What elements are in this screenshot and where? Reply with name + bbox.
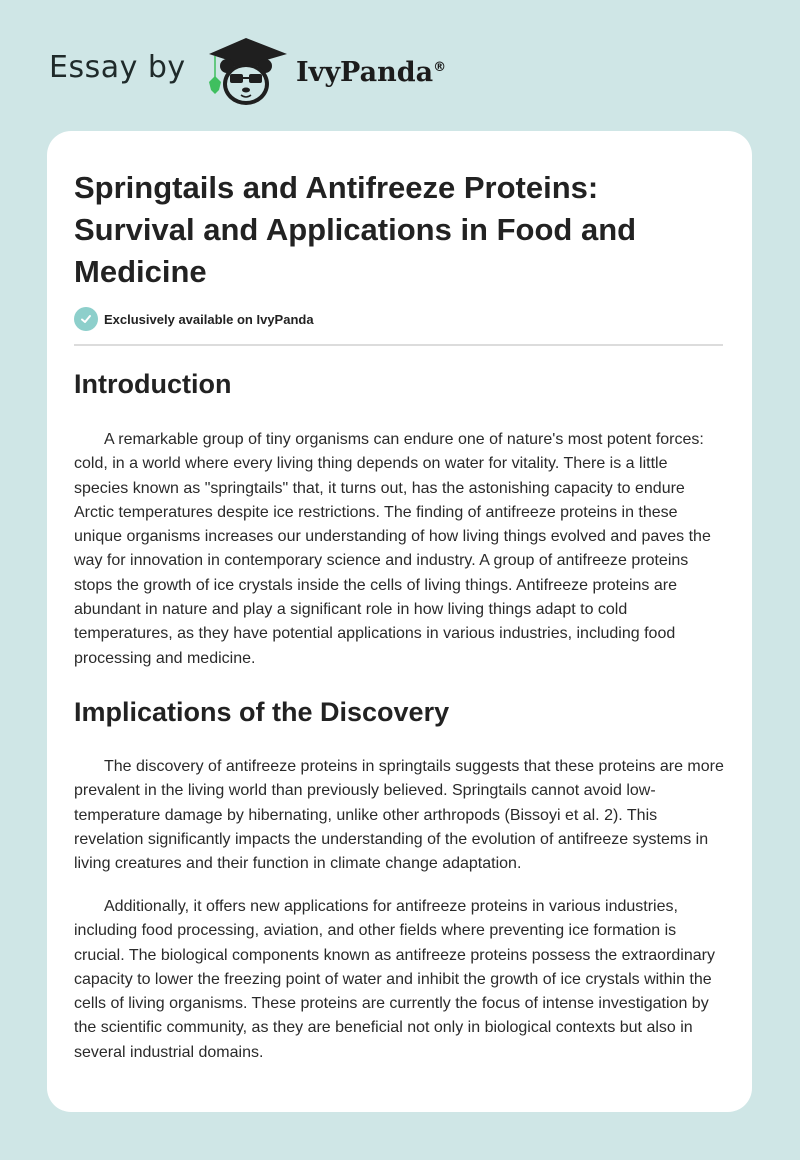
brand-text: IvyPanda xyxy=(296,57,434,88)
essay-card xyxy=(47,131,752,1112)
section-heading-introduction: Introduction xyxy=(74,369,232,399)
paragraph: Additionally, it offers new applications for antifreeze proteins in various industries, including food processing, aviation, and other fields where preventing ice formation is crucial. The biological components known as antifreeze proteins possess the extraordinary capacity to lower the freezing point of water and inhibit the growth of ice crystals within the cells of living organisms. These proteins are currently the focus of intense investigation by the scientific community, as they are beneficial not only in biological contexts but also in several industrial domains. xyxy=(74,898,715,1061)
brand-name[interactable] xyxy=(296,57,446,88)
badge-text: Exclusively available on IvyPanda xyxy=(104,311,314,327)
essay-title: Springtails and Antifreeze Proteins: Survival and Applications in Food and Medicine xyxy=(74,170,637,289)
paragraph: A remarkable group of tiny organisms can endure one of nature's most potent forces: cold, in a world where every living thing depends on water for vitality. There is a little species known as "springtails" that, it turns out, has the astonishing capacity to endure Arctic temperatures despite ice restrictions. The finding of antifreeze proteins in these unique organisms increases our understanding of how living things evolved and paves the way for innovation in contemporary science and industry. A group of antifreeze proteins stops the growth of ice crystals inside the cells of living things. Antifreeze proteins are abundant in nature and play a significant role in how living things adapt to cold temperatures, as they have potential applications in various industries, including food processing and medicine. xyxy=(74,431,711,667)
divider xyxy=(74,344,723,346)
exclusive-badge xyxy=(74,307,314,331)
panda-graduate-logo-icon[interactable] xyxy=(203,36,289,108)
check-circle-icon xyxy=(74,307,98,331)
registered-mark: ® xyxy=(433,60,447,75)
site-header xyxy=(0,0,800,130)
section-heading-implications: Implications of the Discovery xyxy=(74,697,450,727)
essay-by-label: Essay by xyxy=(49,50,186,85)
paragraph: The discovery of antifreeze proteins in springtails suggests that these proteins are more prevalent in the living world than previously believed. Springtails cannot avoid low-temperature damage by hibernating, unlike other arthropods (Bissoyi et al. 2). This revelation significantly impacts the understanding of the evolution of antifreeze systems in living creatures and their function in climate change adaptation. xyxy=(74,758,724,873)
